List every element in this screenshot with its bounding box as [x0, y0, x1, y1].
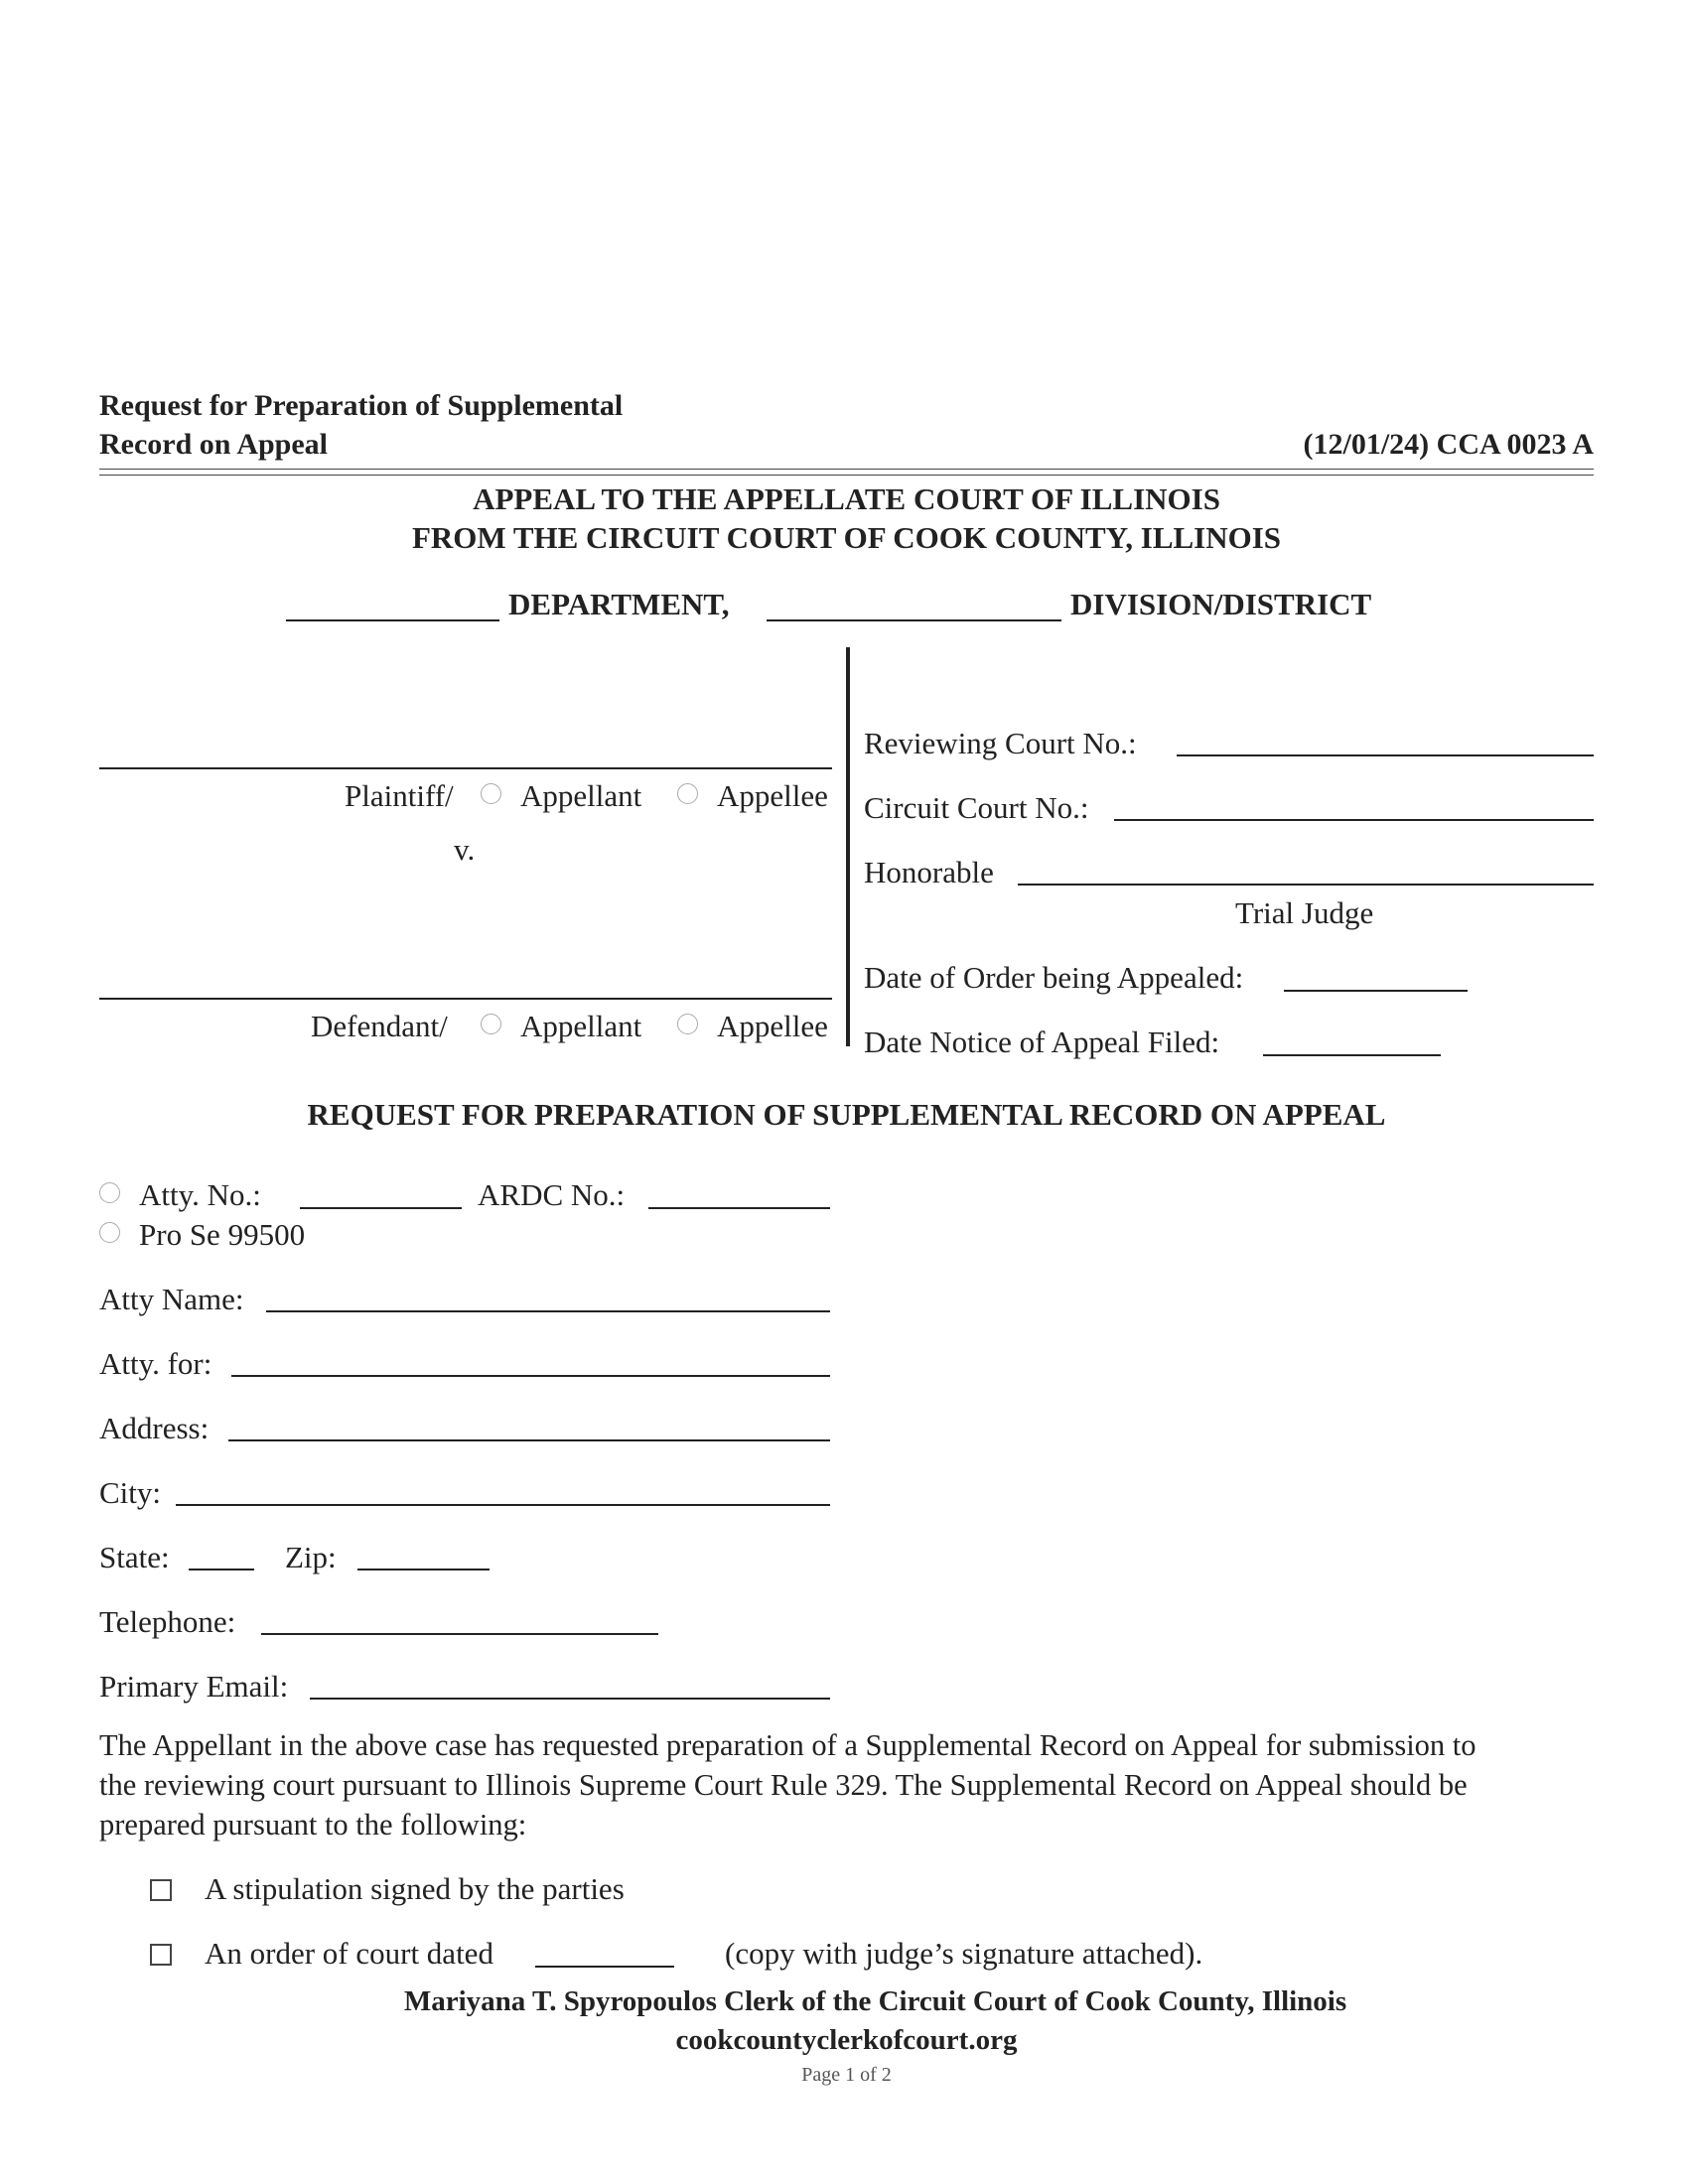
department-label: DEPARTMENT,	[508, 587, 730, 621]
atty-name-label: Atty Name:	[99, 1282, 244, 1316]
defendant-label: Defendant/	[311, 1009, 448, 1043]
stipulation-label: A stipulation signed by the parties	[205, 1871, 625, 1906]
court-order-suffix: (copy with judge’s signature attached).	[725, 1936, 1203, 1971]
paragraph-line3: prepared pursuant to the following:	[99, 1808, 527, 1842]
address-field[interactable]	[228, 1439, 830, 1441]
atty-no-label: Atty. No.:	[139, 1177, 261, 1212]
plaintiff-appellant-label: Appellant	[520, 778, 642, 813]
defendant-appellant-radio[interactable]	[481, 1014, 501, 1034]
division-blank[interactable]	[767, 619, 1061, 621]
atty-for-field[interactable]	[231, 1375, 830, 1377]
court-heading-line2: FROM THE CIRCUIT COURT OF COOK COUNTY, ILLINOIS	[411, 520, 1282, 555]
reviewing-court-label: Reviewing Court No.:	[864, 726, 1137, 760]
court-order-checkbox[interactable]	[150, 1944, 172, 1966]
form-title-line1: Request for Preparation of Supplemental	[99, 389, 624, 422]
paragraph-line1: The Appellant in the above case has requested preparation of a Supplemental Record on Appeal for submission to	[99, 1728, 1477, 1762]
date-notice-field[interactable]	[1263, 1054, 1441, 1056]
address-label: Address:	[99, 1411, 210, 1445]
plaintiff-label: Plaintiff/	[345, 778, 454, 813]
plaintiff-appellee-radio[interactable]	[677, 783, 698, 804]
defendant-appellant-label: Appellant	[520, 1009, 642, 1043]
plaintiff-name-field[interactable]	[99, 767, 832, 769]
header-rule-1	[99, 469, 1594, 470]
state-label: State:	[99, 1540, 170, 1574]
email-label: Primary Email:	[99, 1669, 289, 1704]
versus-label: v.	[454, 832, 476, 867]
plaintiff-appellant-radio[interactable]	[481, 783, 501, 804]
pro-se-radio[interactable]	[99, 1222, 120, 1243]
city-label: City:	[99, 1475, 162, 1510]
state-field[interactable]	[189, 1569, 254, 1570]
department-blank[interactable]	[286, 619, 499, 621]
atty-no-field[interactable]	[300, 1207, 462, 1209]
atty-for-label: Atty. for:	[99, 1346, 212, 1381]
form-code: (12/01/24) CCA 0023 A	[1303, 428, 1594, 461]
form-title-line2: Record on Appeal	[99, 428, 329, 461]
email-field[interactable]	[310, 1698, 830, 1700]
court-heading-line1: APPEAL TO THE APPELLATE COURT OF ILLINOIS	[473, 481, 1220, 516]
city-field[interactable]	[176, 1504, 830, 1506]
defendant-appellee-radio[interactable]	[677, 1014, 698, 1034]
footer-clerk: Mariyana T. Spyropoulos Clerk of the Circuit Court of Cook County, Illinois	[403, 1985, 1347, 2017]
judge-name-field[interactable]	[1018, 884, 1594, 886]
circuit-court-field[interactable]	[1114, 819, 1594, 821]
reviewing-court-field[interactable]	[1177, 754, 1594, 756]
court-order-date-field[interactable]	[535, 1966, 674, 1968]
page-number: Page 1 of 2	[801, 2064, 892, 2086]
atty-no-radio[interactable]	[99, 1182, 120, 1203]
header-rule-2	[99, 475, 1594, 476]
plaintiff-appellee-label: Appellee	[717, 778, 828, 813]
footer-website: cookcountyclerkofcourt.org	[675, 2024, 1018, 2056]
telephone-field[interactable]	[261, 1633, 658, 1635]
atty-name-field[interactable]	[266, 1310, 830, 1312]
zip-field[interactable]	[357, 1569, 490, 1570]
ardc-no-field[interactable]	[648, 1207, 830, 1209]
circuit-court-label: Circuit Court No.:	[864, 790, 1089, 825]
paragraph-line2: the reviewing court pursuant to Illinois Supreme Court Rule 329. The Supplemental Record on Appeal should be	[99, 1768, 1468, 1802]
pro-se-label: Pro Se 99500	[139, 1217, 306, 1252]
ardc-no-label: ARDC No.:	[478, 1177, 626, 1212]
section-title: REQUEST FOR PREPARATION OF SUPPLEMENTAL RECORD ON APPEAL	[307, 1097, 1386, 1132]
defendant-name-field[interactable]	[99, 998, 832, 1000]
defendant-appellee-label: Appellee	[717, 1009, 828, 1043]
honorable-label: Honorable	[864, 855, 994, 889]
date-order-field[interactable]	[1284, 990, 1468, 992]
zip-label: Zip:	[285, 1540, 337, 1574]
trial-judge-caption: Trial Judge	[1235, 895, 1374, 930]
date-order-label: Date of Order being Appealed:	[864, 960, 1244, 995]
stipulation-checkbox[interactable]	[150, 1879, 172, 1901]
caption-divider	[846, 647, 850, 1046]
telephone-label: Telephone:	[99, 1604, 236, 1639]
division-label: DIVISION/DISTRICT	[1070, 587, 1372, 621]
date-notice-label: Date Notice of Appeal Filed:	[864, 1024, 1220, 1059]
court-order-label: An order of court dated	[205, 1936, 493, 1971]
